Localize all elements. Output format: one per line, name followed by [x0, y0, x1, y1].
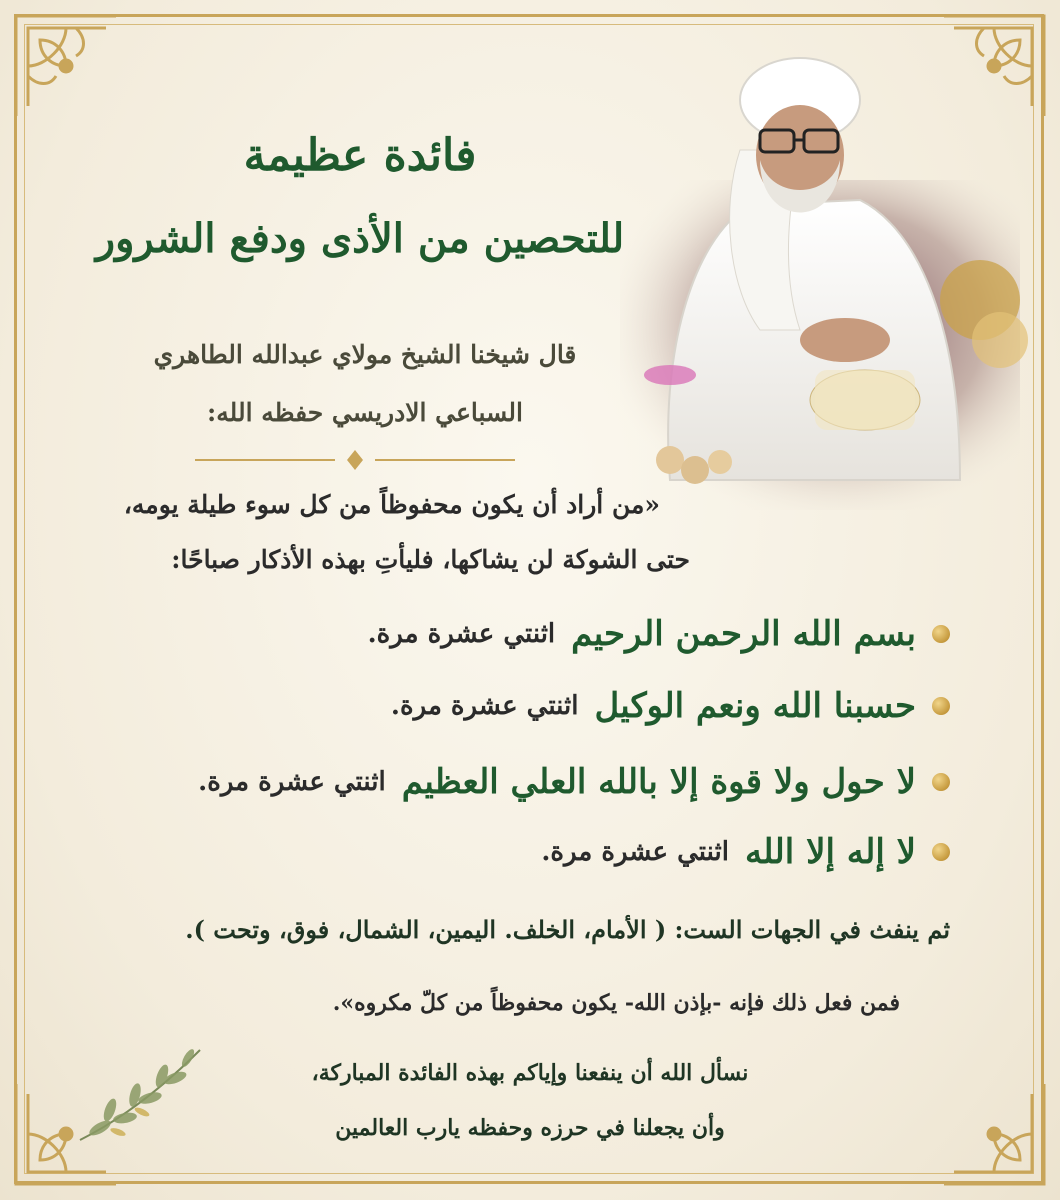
instruction-line: فمن فعل ذلك فإنه -بإذن الله- يكون محفوظاً من كلّ مكروه».	[332, 990, 900, 1016]
closing-line: وأن يجعلنا في حرزه وحفظه يارب العالمين	[335, 1115, 725, 1141]
sheikh-photo	[600, 30, 1030, 530]
list-item	[391, 676, 950, 736]
page-title: فائدة عظيمة	[243, 130, 477, 181]
intro-line: قال شيخنا الشيخ مولاي عبدالله الطاهري	[153, 340, 577, 369]
bullet-icon	[932, 773, 950, 791]
olive-branch-icon	[70, 1040, 210, 1150]
list-item	[368, 604, 950, 664]
intro-line: السباعي الادريسي حفظه الله:	[207, 398, 523, 427]
repeat-count: اثنتي عشرة مرة.	[390, 691, 579, 721]
list-item	[541, 822, 950, 882]
repeat-count: اثنتي عشرة مرة.	[198, 767, 386, 797]
quote-line: حتى الشوكة لن يشاكها، فليأتِ بهذه الأذكار صباحًا:	[171, 545, 690, 574]
dhikr-text: لا إله إلا الله	[744, 832, 916, 872]
list-item	[198, 752, 950, 812]
ornamental-divider-icon	[195, 450, 515, 470]
instruction-line: ثم ينفث في الجهات الست: ( الأمام، الخلف. اليمين، الشمال، فوق، وتحت ).	[185, 915, 950, 944]
repeat-count: اثنتي عشرة مرة.	[541, 837, 729, 867]
dhikr-text: لا حول ولا قوة إلا بالله العلي العظيم	[401, 762, 916, 802]
dhikr-text: حسبنا الله ونعم الوكيل	[594, 686, 916, 726]
repeat-count: اثنتي عشرة مرة.	[367, 619, 556, 649]
closing-line: نسأل الله أن ينفعنا وإياكم بهذه الفائدة المباركة،	[311, 1060, 749, 1086]
corner-ornament-icon	[6, 6, 126, 126]
dhikr-text: بسم الله الرحمن الرحيم	[571, 614, 916, 654]
bullet-icon	[932, 625, 950, 643]
page-subtitle: للتحصين من الأذى ودفع الشرور	[95, 215, 625, 262]
bullet-icon	[932, 697, 950, 715]
bullet-icon	[932, 843, 950, 861]
quote-line: «من أراد أن يكون محفوظاً من كل سوء طيلة يومه،	[123, 490, 660, 519]
corner-ornament-icon	[934, 1074, 1054, 1194]
